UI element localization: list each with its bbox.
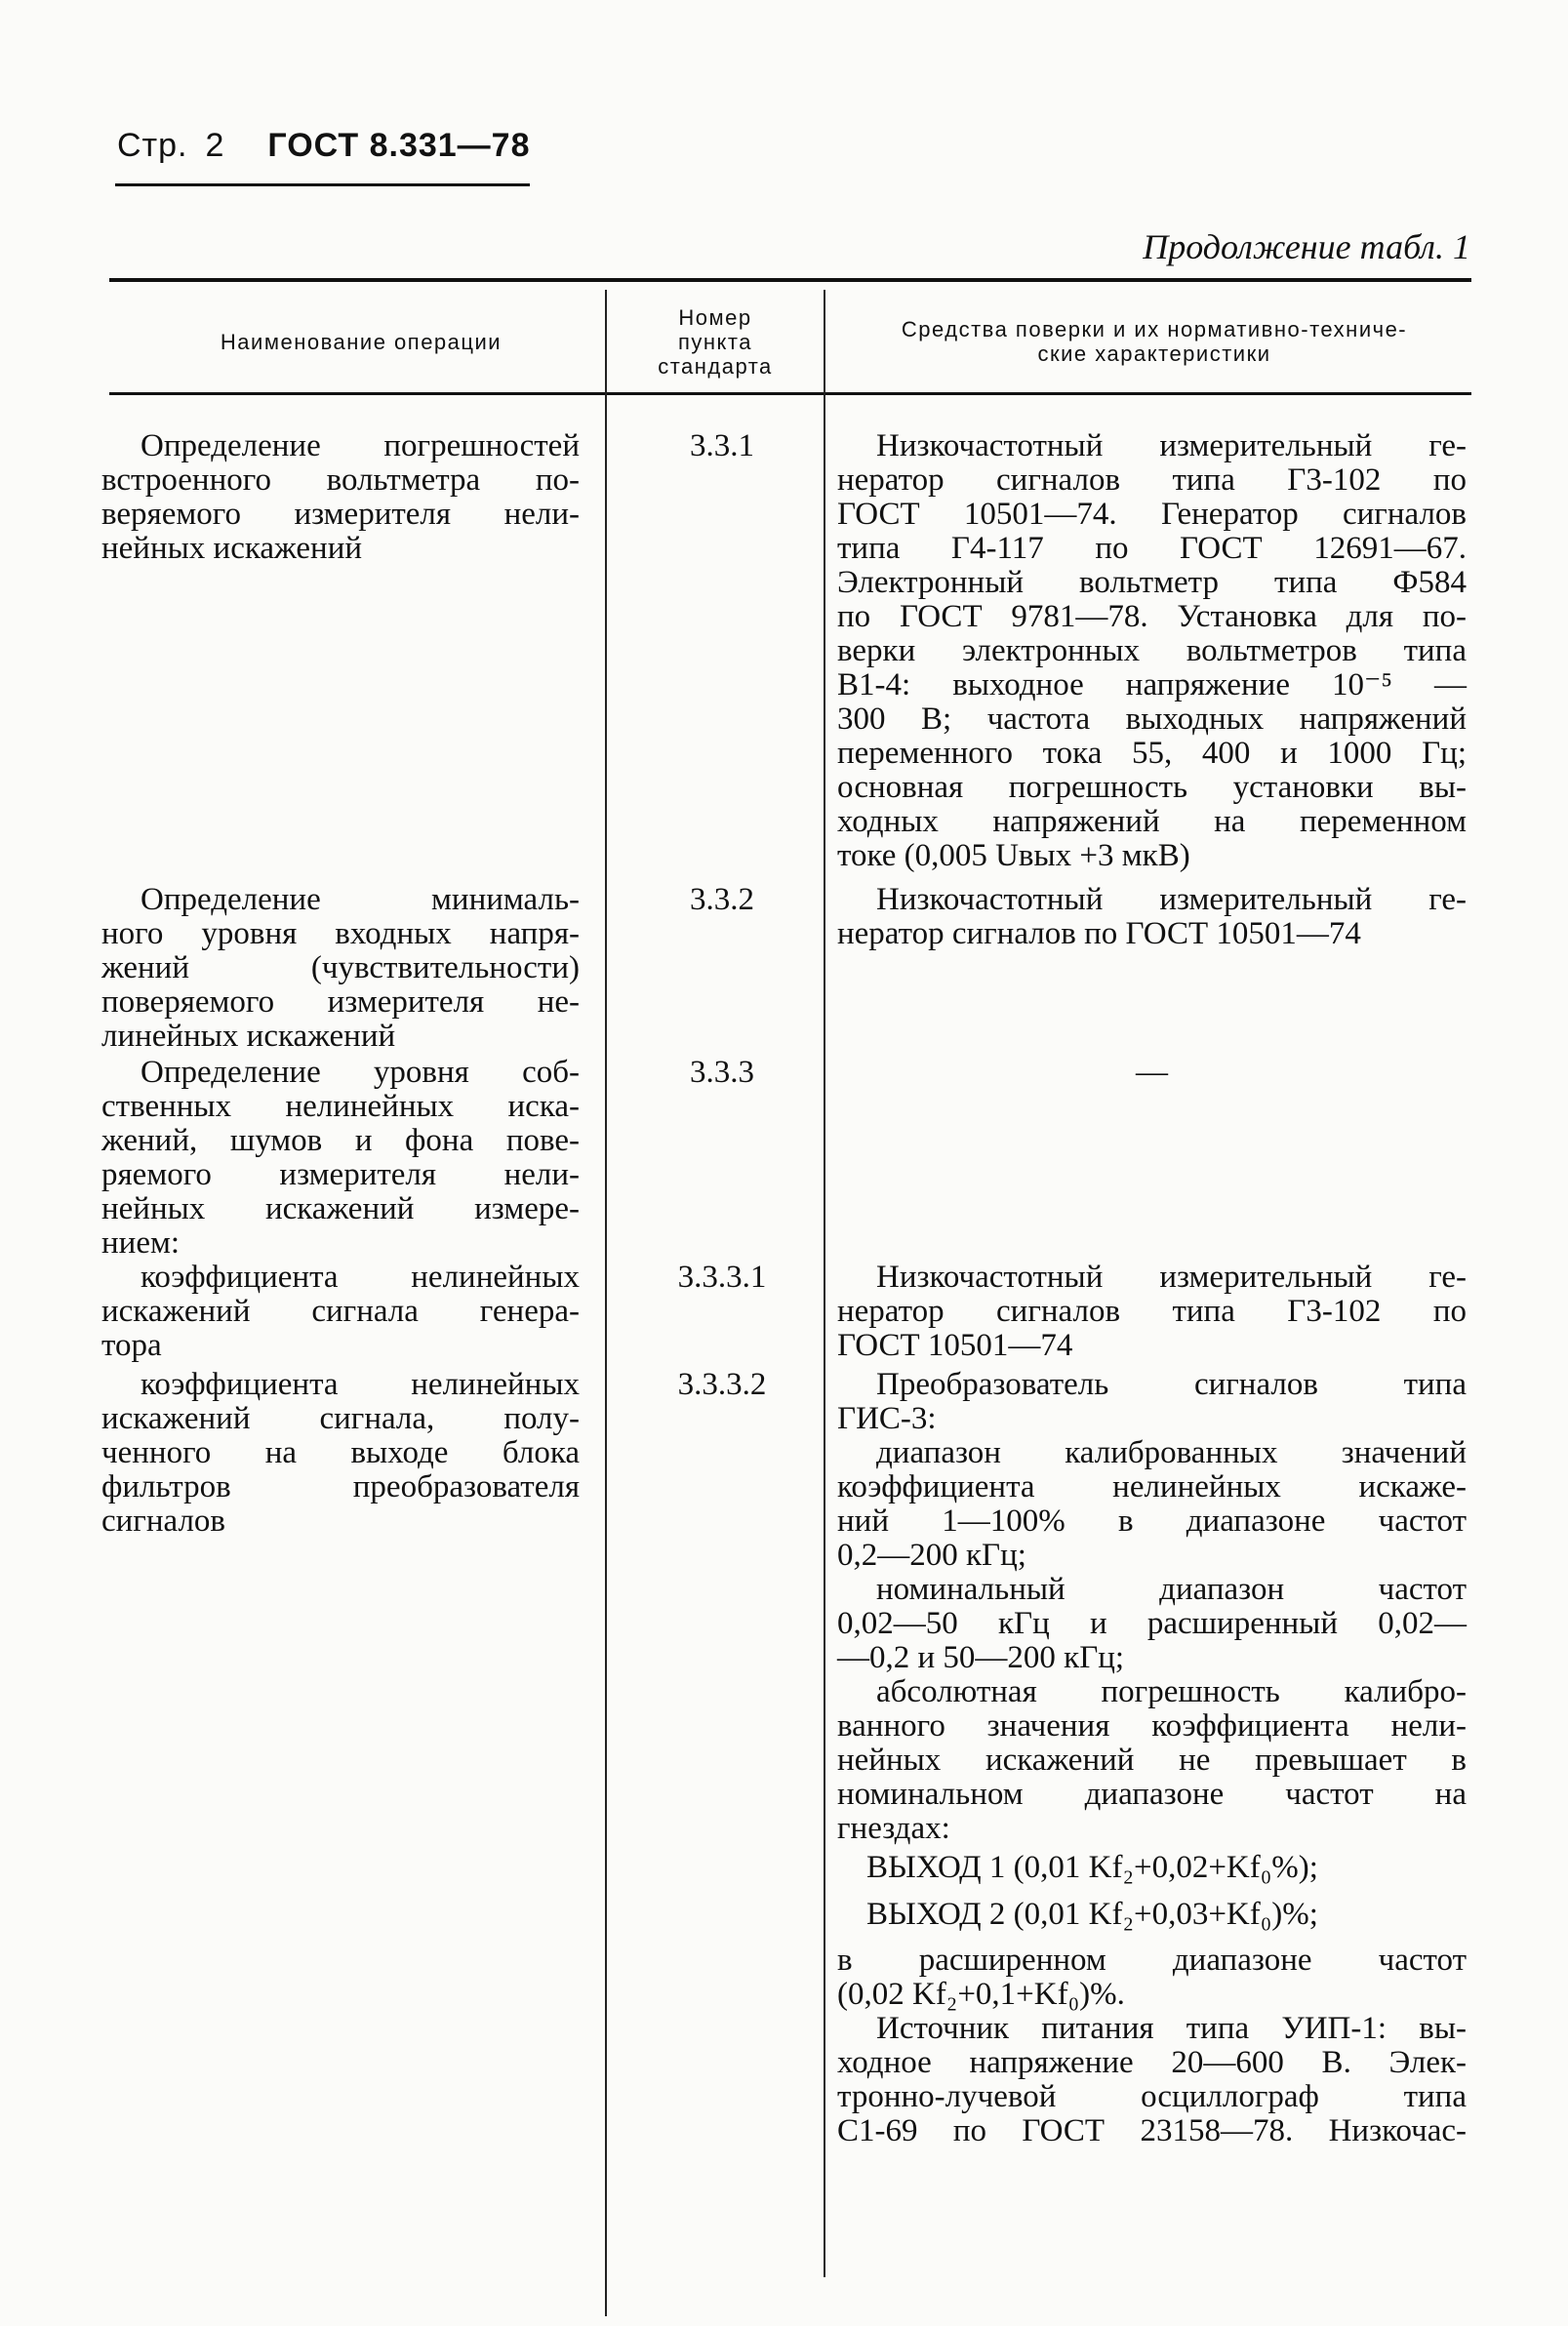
row-5-clause: 3.3.3.2: [677, 1367, 767, 1402]
row-5-means: Преобразователь сигналов типа ГИС-3: диапазон калиброванных значений коэффициента нелинейных искаже- ний 1—100% в диапазоне частот 0,2—200 кГц; номинальный диапазон частот 0,02—50 кГц и расширенный 0,02— —0,2 и 50—200 кГц; абсолютная погрешность калибро- ванного значения коэффициента нели- нейных искажений не превышает в номинальном диапазоне частот на гнездах:: [837, 1367, 1467, 1846]
column-divider-2: [824, 290, 825, 2277]
table-header-rule: [109, 392, 1471, 395]
row-5-operation: коэффициента нелинейных искажений сигнала, полу- ченного на выходе блока фильтров преобразователя сигналов: [101, 1367, 580, 1539]
row-1-means: Низкочастотный измерительный ге- нератор сигналов типа Г3-102 по ГОСТ 10501—74. Генератор сигналов типа Г4-117 по ГОСТ 12691—67. Электронный вольтметр типа Ф584 по ГОСТ 9781—78. Установка для по- верки электронных вольтметров типа В1-4: выходное напряжение 10⁻⁵ — 300 В; частота выходных напряжений переменного тока 55, 400 и 1000 Гц; основная погрешность установки вы- ходных напряжений на переменном токе (0,005 Uвых +3 мкВ): [837, 428, 1467, 873]
page-number: 2: [205, 127, 225, 164]
row-5-means-continued: в расширенном диапазоне частот (0,02 Kf₂+0,1+Kf₀)%. Источник питания типа УИП-1: вы- ходное напряжение 20—600 В. Элек- тронно-лучевой осциллограф типа С1-69 по ГОСТ 23158—78. Низкочас-: [837, 1943, 1467, 2148]
table-continuation-caption: Продолжение табл. 1: [1143, 227, 1470, 266]
row-1-operation: Определение погрешностей встроенного вольтметра по- веряемого измерителя нели- нейных искажений: [101, 428, 580, 566]
column-header-clause: Номер пункта стандарта: [658, 304, 773, 379]
formula-output-1: ВЫХОД 1 (0,01 Kf₂+0,02+Kf₀%);: [866, 1850, 1318, 1885]
page-header: [117, 127, 531, 165]
header-underline: [115, 183, 530, 186]
row-3-clause: 3.3.3: [690, 1055, 754, 1090]
column-header-means: Средства поверки и их нормативно-техниче- ские характеристики: [901, 317, 1408, 366]
column-divider-1: [605, 290, 607, 2316]
standard-number: ГОСТ 8.331—78: [267, 127, 531, 164]
row-3-operation: Определение уровня соб- ственных нелинейных иска- жений, шумов и фона пове- ряемого измерителя нели- нейных искажений измере- нием:: [101, 1055, 580, 1261]
column-header-operation: Наименование операции: [220, 329, 503, 354]
row-2-means: Низкочастотный измерительный ге- нератор сигналов по ГОСТ 10501—74: [837, 882, 1467, 951]
formula-output-2: ВЫХОД 2 (0,01 Kf₂+0,03+Kf₀)%;: [866, 1897, 1318, 1932]
row-2-clause: 3.3.2: [690, 882, 754, 917]
page-label: Стр.: [117, 127, 188, 164]
row-4-clause: 3.3.3.1: [677, 1260, 767, 1295]
row-3-means: —: [1136, 1055, 1168, 1090]
row-4-operation: коэффициента нелинейных искажений сигнала генера- тора: [101, 1260, 580, 1363]
row-1-clause: 3.3.1: [690, 428, 754, 463]
table-top-rule: [109, 278, 1471, 282]
row-4-means: Низкочастотный измерительный ге- нератор сигналов типа Г3-102 по ГОСТ 10501—74: [837, 1260, 1467, 1363]
row-2-operation: Определение минималь- ного уровня входных напря- жений (чувствительности) поверяемого измерителя не- линейных искажений: [101, 882, 580, 1054]
